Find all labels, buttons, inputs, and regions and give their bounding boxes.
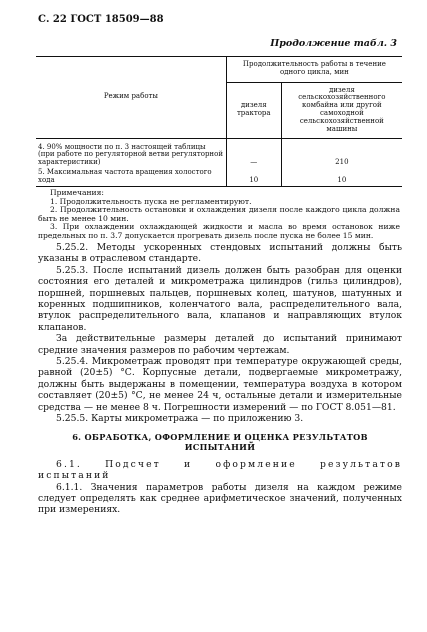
paragraph-6-1: 6.1. Подсчет и оформление результатов испытаний — [38, 458, 402, 482]
table-row-5-mode: 5. Максимальная частота вращения холостого хода — [36, 168, 226, 186]
table-notes — [38, 189, 400, 240]
section-title-6: 6. ОБРАБОТКА, ОФОРМЛЕНИЕ И ОЦЕНКА РЕЗУЛЬТАТОВ ИСПЫТАНИЙ — [72, 431, 368, 452]
body-text — [38, 242, 402, 516]
note-2: 2. Продолжительность остановки и охлаждения дизеля после каждого цикла должна быть не менее 10 мин. — [38, 205, 400, 223]
table-row-4-combine: 210 — [281, 138, 402, 168]
note-3: 3. При охлаждении охлаждающей жидкости и масла во время остановок ниже предельных по п. 3.7 допускается прогревать дизель после пуска не более 15 мин. — [38, 222, 400, 240]
table-row-5-tractor: 10 — [226, 168, 281, 186]
column-header-tractor: дизеля трактора — [226, 82, 281, 138]
mode-duration-table — [36, 56, 402, 187]
paragraph-actual-sizes: За действительные размеры деталей до испытаний принимают средние значения размеров по рабочим чертежам. — [38, 333, 402, 356]
paragraph-6-1-1: 6.1.1. Значения параметров работы дизеля на каждом режиме следует определять как среднее арифметическое значений, полученных при измерениях. — [38, 481, 402, 516]
table-row-4-tractor: — — [226, 138, 281, 168]
column-header-combine: дизеля сельскохозяйственного комбайна или другой самоходной сельскохозяйственной машины — [281, 82, 402, 138]
note-1: 1. Продолжительность пуска не регламентируют. — [50, 196, 252, 206]
page-header-reference: С. 22 ГОСТ 18509—88 — [38, 14, 164, 25]
table-continuation-label: Продолжение табл. 3 — [270, 38, 397, 49]
column-header-duration: Продолжительность работы в течение одного цикла, мин — [226, 57, 402, 83]
paragraph-5-25-4: 5.25.4. Микрометраж проводят при температуре окружающей среды, равной (20±5) °С. Корпусные детали, подвергаемые микрометражу, должны быть выдержаны в помещении, температура воздуха в котором составляет (20±5) °С, не менее 24 ч, остальные детали и измерительные средства — не менее 8 ч. Погрешности измерений — по ГОСТ 8.051—81. — [38, 356, 402, 413]
paragraph-5-25-2: 5.25.2. Методы ускоренных стендовых испытаний должны быть указаны в отраслевом стандарте. — [38, 242, 402, 265]
column-header-mode: Режим работы — [36, 57, 226, 139]
table-row-4-mode: 4. 90% мощности по п. 3 настоящей таблицы (при работе по регуляторной ветви регуляторной характеристики) — [38, 142, 223, 167]
notes-title: Примечания: — [50, 188, 104, 197]
paragraph-5-25-3: 5.25.3. После испытаний дизель должен быть разобран для оценки состояния его деталей и микрометража цилиндров (гильз цилиндров), поршней, поршневых пальцев, поршневых колец, шатунов, шатунных и коренных подшипников, коленчатого вала, распределительного вала, втулок распределительного вала, клапанов и направляющих втулок клапанов. — [38, 264, 402, 333]
table-row-5-combine: 10 — [281, 168, 402, 186]
paragraph-5-25-5: 5.25.5. Карты микрометража — по приложению 3. — [56, 413, 304, 425]
